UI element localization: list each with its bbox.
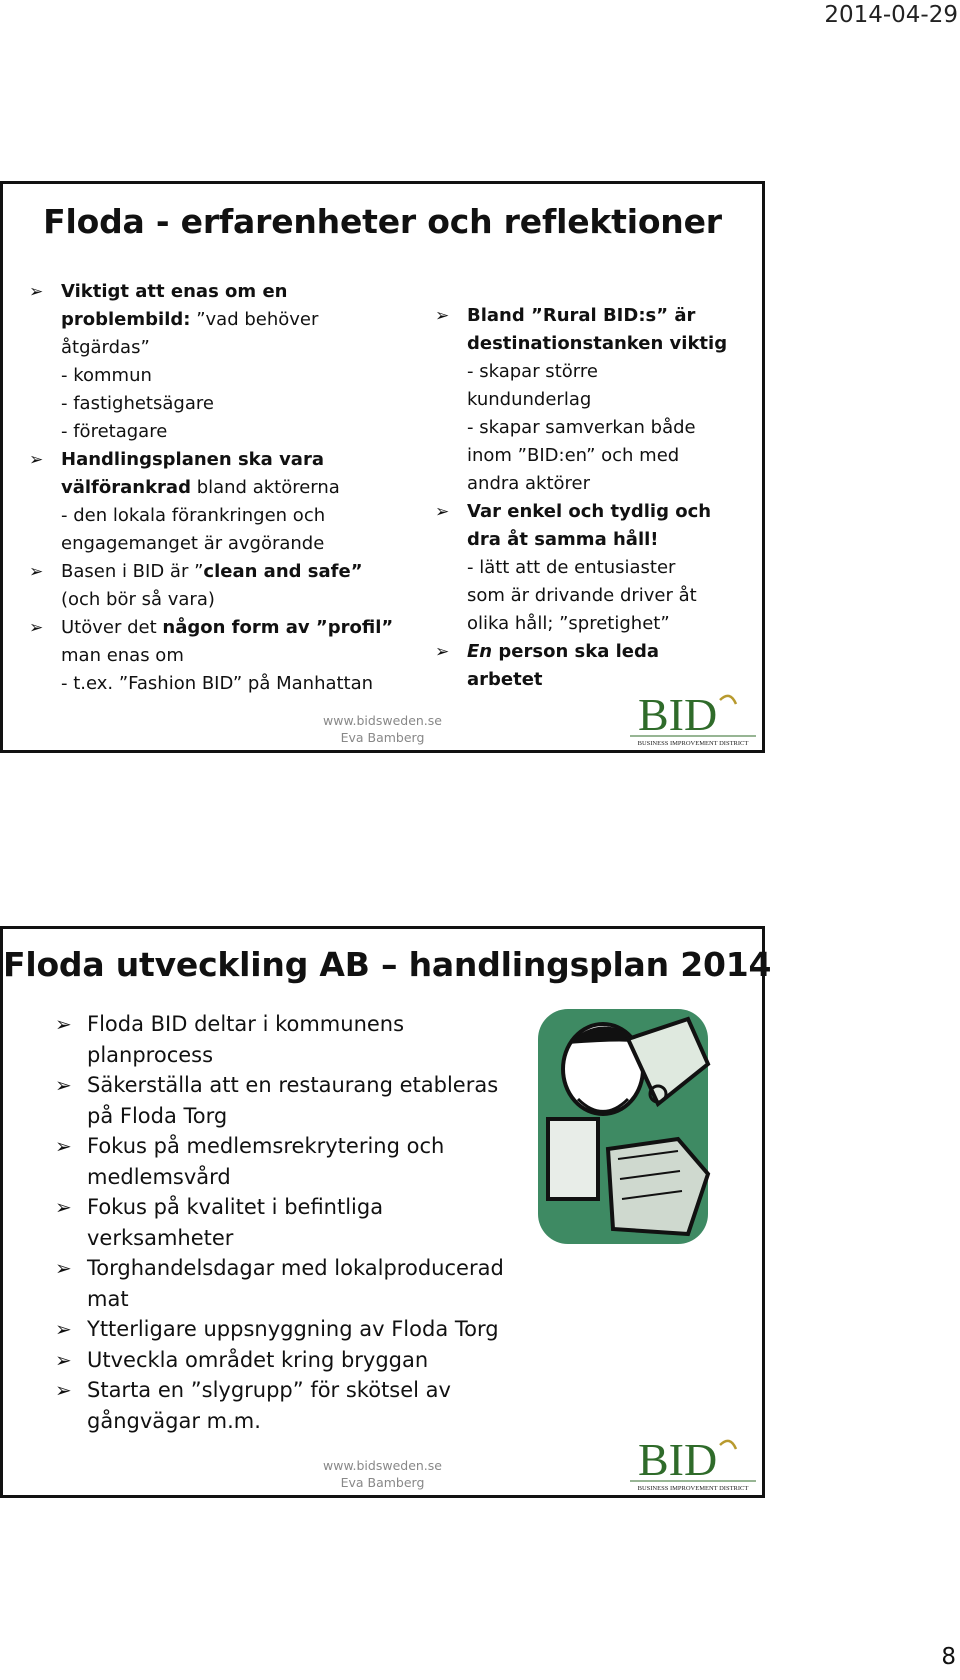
text-run: inom ”BID:en” och med xyxy=(467,445,680,466)
bullet-item xyxy=(27,558,393,614)
text-run: kundunderlag xyxy=(467,389,592,410)
text-run: medlemsvård xyxy=(87,1164,231,1189)
text-run: Floda BID deltar i kommunens xyxy=(87,1012,405,1036)
text-run: verksamheter xyxy=(87,1225,234,1250)
bullet-line xyxy=(61,530,393,558)
text-run: Bland ”Rural BID:s” är xyxy=(467,305,696,326)
text-run: problembild: xyxy=(61,309,191,330)
text-run: planprocess xyxy=(87,1042,214,1067)
text-run: - den lokala förankringen och xyxy=(61,505,326,526)
footer-author: Eva Bamberg xyxy=(340,730,425,745)
bullet-line xyxy=(467,302,727,330)
arrow-bullet-icon: ➢ xyxy=(435,642,450,662)
bullet-line xyxy=(467,498,727,526)
bullet-line xyxy=(87,1101,504,1132)
bullet-line xyxy=(87,1009,504,1040)
text-run: - skapar större xyxy=(467,361,598,382)
bullet-item xyxy=(433,638,727,694)
bullet-line xyxy=(467,330,727,358)
arrow-bullet-icon: ➢ xyxy=(55,1256,72,1280)
bullet-line xyxy=(87,1223,504,1254)
bullet-line xyxy=(61,586,393,614)
text-run: Torghandelsdagar med lokalproducerad xyxy=(87,1256,504,1280)
arrow-bullet-icon: ➢ xyxy=(29,282,44,302)
bullet-line xyxy=(61,670,393,698)
bid-logo-icon xyxy=(628,688,758,748)
text-run: Starta en ”slygrupp” för skötsel av xyxy=(87,1378,451,1402)
bullet-line xyxy=(87,1192,504,1223)
bullet-line xyxy=(87,1284,504,1315)
bullet-line xyxy=(61,614,393,642)
logo-text: BID xyxy=(638,1434,718,1485)
footer-url: www.bidsweden.se xyxy=(323,1458,442,1473)
text-run: Utveckla området kring bryggan xyxy=(87,1347,429,1372)
bullet-line xyxy=(467,610,727,638)
text-run: ”vad behöver xyxy=(190,309,319,330)
bullet-line xyxy=(87,1040,504,1071)
page-date: 2014-04-29 xyxy=(824,2,958,28)
bullet-item xyxy=(53,1253,504,1314)
arrow-bullet-icon: ➢ xyxy=(29,618,44,638)
bullet-line xyxy=(87,1162,504,1193)
bullet-line xyxy=(61,334,393,362)
text-run: - t.ex. ”Fashion BID” på Manhattan xyxy=(61,673,374,694)
left-bullet-list xyxy=(27,278,393,698)
bullet-line xyxy=(61,306,393,334)
arrow-bullet-icon: ➢ xyxy=(55,1378,72,1402)
text-run: - kommun xyxy=(61,365,152,386)
text-run: någon form av ”profil” xyxy=(162,617,394,638)
text-run: - lätt att de entusiaster xyxy=(467,557,676,578)
footer-author: Eva Bamberg xyxy=(340,1475,425,1490)
text-run: Handlingsplanen ska vara xyxy=(61,449,324,470)
bullet-line xyxy=(87,1345,504,1376)
arrow-bullet-icon: ➢ xyxy=(55,1073,72,1097)
text-run: - företagare xyxy=(61,421,168,442)
text-run: man enas om xyxy=(61,645,184,666)
bullet-line xyxy=(467,526,727,554)
bid-logo-icon xyxy=(628,1433,758,1493)
text-run: Säkerställa att en restaurang etableras xyxy=(87,1073,499,1097)
bullet-line xyxy=(61,390,393,418)
text-run: som är drivande driver åt xyxy=(467,585,697,606)
text-run: olika håll; ”spretighet” xyxy=(467,613,670,634)
arrow-bullet-icon: ➢ xyxy=(435,306,450,326)
text-run: Viktigt att enas om en xyxy=(61,281,288,302)
text-run: (och bör så vara) xyxy=(61,589,215,610)
text-run: dra åt samma håll! xyxy=(467,529,659,550)
bullet-item xyxy=(27,446,393,558)
bullet-line xyxy=(467,638,727,666)
text-run: clean and safe” xyxy=(203,561,363,582)
text-run: arbetet xyxy=(467,669,543,690)
logo-text: BID xyxy=(638,689,718,740)
bullet-line xyxy=(467,386,727,414)
bullet-line xyxy=(61,558,393,586)
slide-floda-erfarenheter xyxy=(0,181,765,753)
bullet-item xyxy=(53,1192,504,1253)
text-run: - fastighetsägare xyxy=(61,393,214,414)
bullet-item xyxy=(53,1070,504,1131)
bullet-line xyxy=(61,642,393,670)
bullet-line xyxy=(61,278,393,306)
bullet-line xyxy=(467,442,727,470)
slide-title: Floda - erfarenheter och reflektioner xyxy=(43,202,722,241)
footer-url: www.bidsweden.se xyxy=(323,713,442,728)
text-run: destinationstanken viktig xyxy=(467,333,728,354)
slide-floda-handlingsplan xyxy=(0,926,772,1498)
arrow-bullet-icon: ➢ xyxy=(55,1347,72,1372)
bullet-line xyxy=(467,470,727,498)
bullet-line xyxy=(87,1253,504,1284)
bullet-line xyxy=(87,1070,504,1101)
text-run: Fokus på medlemsrekrytering och xyxy=(87,1134,445,1158)
text-run: åtgärdas” xyxy=(61,337,150,358)
arrow-bullet-icon: ➢ xyxy=(435,502,450,522)
text-run: Ytterligare uppsnyggning av Floda Torg xyxy=(87,1317,499,1341)
bullet-item xyxy=(53,1131,504,1192)
bullet-line xyxy=(87,1131,504,1162)
bullet-line xyxy=(467,358,727,386)
bullet-item xyxy=(53,1375,504,1436)
arrow-bullet-icon: ➢ xyxy=(29,450,44,470)
bullet-line xyxy=(87,1406,504,1437)
bullet-line xyxy=(467,582,727,610)
text-run: Utöver det xyxy=(61,617,163,638)
bullet-item xyxy=(53,1345,504,1376)
bullet-line xyxy=(61,474,393,502)
text-run: Basen i BID är ” xyxy=(61,561,204,582)
logo-tagline: BUSINESS IMPROVEMENT DISTRICT xyxy=(637,740,749,747)
text-run: En xyxy=(467,641,493,662)
text-run: Fokus på kvalitet i befintliga xyxy=(87,1195,384,1219)
text-run: Var enkel och tydlig och xyxy=(467,501,712,522)
bullet-item xyxy=(27,614,393,698)
arrow-bullet-icon: ➢ xyxy=(55,1317,72,1341)
text-run: mat xyxy=(87,1286,129,1311)
bullet-item xyxy=(53,1009,504,1070)
bullet-item xyxy=(27,278,393,446)
action-plan-list xyxy=(53,1009,504,1436)
bullet-line xyxy=(61,502,393,530)
text-run: person ska leda xyxy=(492,641,660,662)
worker-illustration-icon xyxy=(508,999,728,1254)
arrow-bullet-icon: ➢ xyxy=(55,1195,72,1219)
bullet-line xyxy=(87,1375,504,1406)
bullet-line xyxy=(467,554,727,582)
arrow-bullet-icon: ➢ xyxy=(55,1134,72,1158)
arrow-bullet-icon: ➢ xyxy=(29,562,44,582)
bullet-line xyxy=(61,446,393,474)
logo-tagline: BUSINESS IMPROVEMENT DISTRICT xyxy=(637,1485,749,1492)
bullet-item xyxy=(53,1314,504,1345)
bullet-line xyxy=(87,1314,504,1345)
text-run: bland aktörerna xyxy=(190,477,340,498)
page-number: 8 xyxy=(941,1644,956,1670)
text-run: engagemanget är avgörande xyxy=(61,533,325,554)
arrow-bullet-icon: ➢ xyxy=(55,1012,72,1036)
text-run: välförankrad xyxy=(61,477,191,498)
bullet-line xyxy=(61,418,393,446)
text-run: på Floda Torg xyxy=(87,1103,228,1128)
bullet-line xyxy=(61,362,393,390)
bullet-item xyxy=(433,302,727,498)
text-run: andra aktörer xyxy=(467,473,591,494)
right-bullet-list xyxy=(433,302,727,694)
slide-title: Floda utveckling AB – handlingsplan 2014 xyxy=(3,945,772,984)
text-run: gångvägar m.m. xyxy=(87,1408,261,1433)
bullet-line xyxy=(467,414,727,442)
text-run: - skapar samverkan både xyxy=(467,417,696,438)
bullet-item xyxy=(433,498,727,638)
